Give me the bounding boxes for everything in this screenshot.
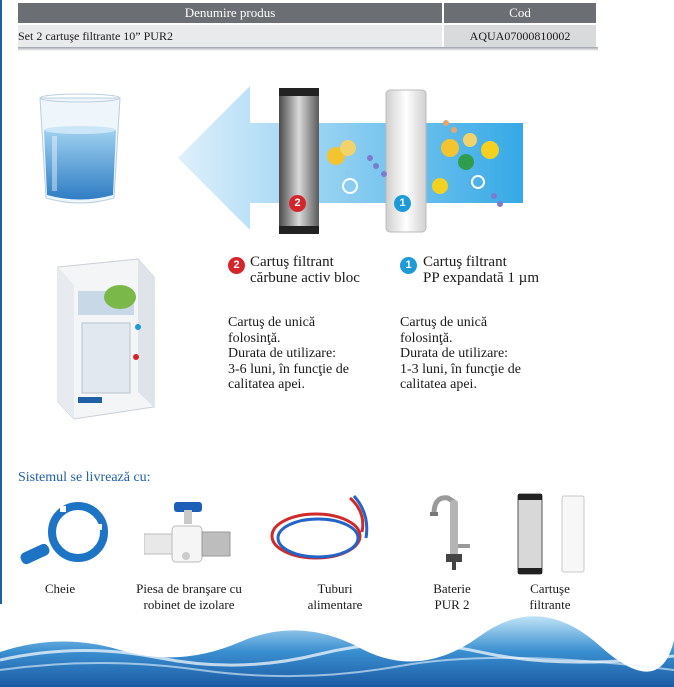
desc-1-line: Durata de utilizare: xyxy=(400,346,509,361)
desc-2-line: calitatea apei. xyxy=(228,377,305,392)
table-header-code: Cod xyxy=(444,3,596,23)
desc-1-line: calitatea apei. xyxy=(400,377,477,392)
valve-connector-icon xyxy=(144,502,238,570)
caption-line: robinet de izolare xyxy=(143,597,235,612)
table-cell-code: AQUA07000810002 xyxy=(444,25,596,47)
faucet-icon xyxy=(424,492,478,570)
cartridge-2-description xyxy=(228,315,349,393)
callout-2-line1: Cartuş filtrant xyxy=(250,254,334,270)
caption-line: Piesa de branşare cu xyxy=(136,581,242,596)
table-shadow xyxy=(18,47,598,51)
desc-1-line: folosinţă. xyxy=(400,330,453,346)
tubes-icon xyxy=(268,492,374,564)
callout-2-line2: cărbune activ bloc xyxy=(250,270,360,286)
desc-1-line: Cartuş de unică xyxy=(400,315,488,330)
cartridge-1-badge: 1 xyxy=(394,195,411,212)
callout-cartridge-1 xyxy=(423,254,539,286)
left-rule xyxy=(0,0,2,604)
caption-line: Tuburi xyxy=(317,581,353,596)
item-caption-key xyxy=(20,581,100,597)
table-header-name: Denumire produs xyxy=(18,3,442,23)
product-table xyxy=(18,3,596,47)
desc-1-line: 1-3 luni, în funcţie de xyxy=(400,361,521,377)
desc-2-line: 3-6 luni, în funcţie de xyxy=(228,361,349,377)
caption-line: Cheie xyxy=(44,581,76,596)
item-caption-faucet xyxy=(414,581,490,613)
caption-line: Cartuşe xyxy=(530,581,570,596)
water-glass-illustration xyxy=(38,90,122,210)
caption-line: Baterie xyxy=(433,581,471,596)
table-cell-name: Set 2 cartuşe filtrante 10” PUR2 xyxy=(18,25,442,47)
item-caption-connector xyxy=(122,581,256,613)
caption-line: PUR 2 xyxy=(434,597,470,612)
item-caption-cartridges xyxy=(510,581,590,613)
callout-2-badge: 2 xyxy=(228,257,245,274)
product-box-image xyxy=(50,257,158,422)
water-wave-decoration xyxy=(0,612,674,687)
cartridge-2-badge: 2 xyxy=(289,195,306,212)
desc-2-line: Cartuş de unică xyxy=(228,315,316,330)
cartridge-1-description xyxy=(400,315,521,393)
caption-line: filtrante xyxy=(529,597,571,612)
caption-line: alimentare xyxy=(307,597,363,612)
callout-1-badge: 1 xyxy=(400,257,417,274)
wrench-icon xyxy=(20,500,116,570)
delivery-title: Sistemul se livrează cu: xyxy=(18,470,151,485)
item-caption-tubes xyxy=(290,581,380,613)
callout-1-line2: PP expandată 1 µm xyxy=(423,270,539,286)
filtration-diagram xyxy=(178,78,523,238)
callout-cartridge-2 xyxy=(250,254,360,286)
desc-2-line: Durata de utilizare: xyxy=(228,346,337,361)
callout-1-line1: Cartuş filtrant xyxy=(423,254,507,270)
desc-2-line: folosinţă. xyxy=(228,330,281,346)
cartridges-icon xyxy=(516,492,588,576)
